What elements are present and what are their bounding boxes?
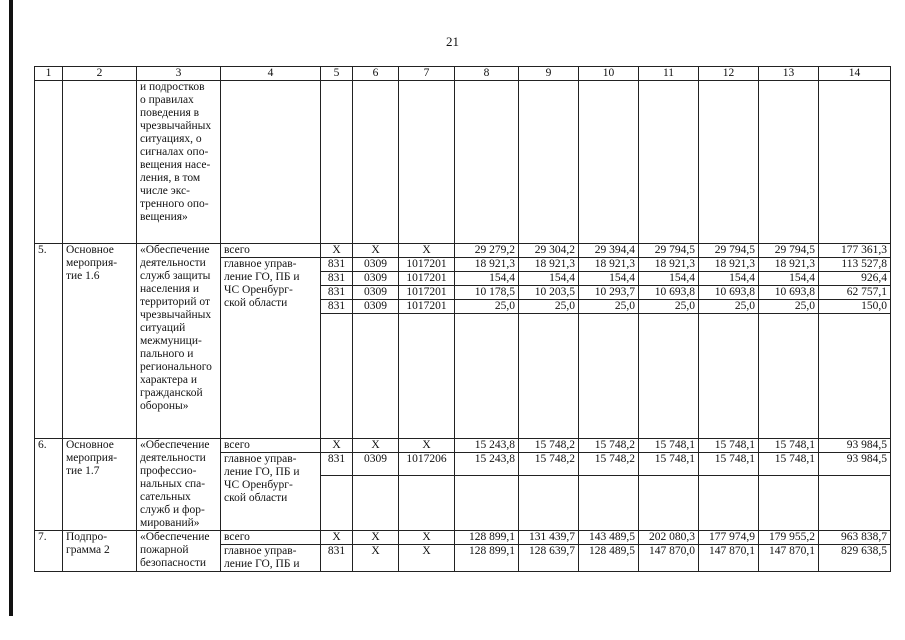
- section-code: X: [353, 531, 399, 545]
- amount-cell: 179 955,2: [759, 531, 819, 545]
- empty-cell: [321, 476, 353, 531]
- empty-cell: [759, 314, 819, 439]
- table-row-continuation: [35, 81, 891, 244]
- amount-cell: 29 794,5: [699, 244, 759, 258]
- amount-cell: 128 489,5: [579, 545, 639, 572]
- amount-cell: 829 638,5: [819, 545, 891, 572]
- column-header: 5: [321, 67, 353, 81]
- executor-organization: главное управ- ление ГО, ПБ и ЧС Оренбург- ской области: [221, 258, 321, 439]
- scan-edge-bar: [9, 0, 13, 616]
- grbs-code: 831: [321, 453, 353, 476]
- column-header: 7: [399, 67, 455, 81]
- grbs-code: 831: [321, 300, 353, 314]
- target-code: 1017201: [399, 286, 455, 300]
- table-row: [35, 531, 891, 545]
- column-header: 13: [759, 67, 819, 81]
- amount-cell: 15 243,8: [455, 439, 519, 453]
- amount-cell: 15 748,1: [759, 453, 819, 476]
- row-number: 5.: [35, 244, 63, 439]
- amount-cell: 29 394,4: [579, 244, 639, 258]
- amount-cell: 18 921,3: [455, 258, 519, 272]
- amount-cell: 15 748,1: [699, 439, 759, 453]
- target-code: X: [399, 439, 455, 453]
- amount-cell: 150,0: [819, 300, 891, 314]
- empty-cell: [699, 314, 759, 439]
- amount-cell: 963 838,7: [819, 531, 891, 545]
- amount-cell: 10 178,5: [455, 286, 519, 300]
- column-header: 4: [221, 67, 321, 81]
- empty-cell: [759, 476, 819, 531]
- amount-cell: 25,0: [455, 300, 519, 314]
- amount-cell: 29 794,5: [759, 244, 819, 258]
- empty-cell: [699, 476, 759, 531]
- budget-table: [34, 66, 891, 572]
- amount-cell: 154,4: [455, 272, 519, 286]
- empty-cell: [353, 476, 399, 531]
- grbs-code: 831: [321, 272, 353, 286]
- amount-cell: 147 870,1: [699, 545, 759, 572]
- amount-cell: 62 757,1: [819, 286, 891, 300]
- empty-cell: [819, 314, 891, 439]
- amount-cell: 18 921,3: [699, 258, 759, 272]
- continued-description: и подростков о правилах поведения в чрезвычайных ситуациях, о сигналах опо- вещения насе- ления, в том числе экс- тренного опо- вещения»: [137, 81, 221, 244]
- column-header: 8: [455, 67, 519, 81]
- amount-cell: 25,0: [699, 300, 759, 314]
- column-header: 1: [35, 67, 63, 81]
- table-row: [35, 244, 891, 258]
- amount-cell: 18 921,3: [639, 258, 699, 272]
- target-code: 1017201: [399, 272, 455, 286]
- amount-cell: 25,0: [519, 300, 579, 314]
- amount-cell: 131 439,7: [519, 531, 579, 545]
- row-number: 7.: [35, 531, 63, 572]
- amount-cell: 10 693,8: [759, 286, 819, 300]
- grbs-code: 831: [321, 286, 353, 300]
- amount-cell: 154,4: [759, 272, 819, 286]
- amount-cell: 15 748,1: [639, 453, 699, 476]
- column-header: 6: [353, 67, 399, 81]
- empty-cell: [639, 314, 699, 439]
- amount-cell: 147 870,0: [639, 545, 699, 572]
- empty-cell: [455, 314, 519, 439]
- amount-cell: 25,0: [579, 300, 639, 314]
- empty-cell: [455, 476, 519, 531]
- executor-organization: главное управ- ление ГО, ПБ и: [221, 545, 321, 572]
- column-header: 11: [639, 67, 699, 81]
- activity-description: «Обеспечение деятельности служб защиты населения и территорий от чрезвычайных ситуаций межмуници- пального и регионального характера и гражданской обороны»: [137, 244, 221, 439]
- amount-cell: 154,4: [699, 272, 759, 286]
- section-code: X: [353, 439, 399, 453]
- target-code: 1017201: [399, 258, 455, 272]
- amount-cell: 18 921,3: [519, 258, 579, 272]
- amount-cell: 177 361,3: [819, 244, 891, 258]
- amount-cell: 15 243,8: [455, 453, 519, 476]
- empty-cell: [399, 476, 455, 531]
- amount-cell: 15 748,2: [579, 439, 639, 453]
- target-code: X: [399, 531, 455, 545]
- empty-cell: [819, 476, 891, 531]
- activity-description: «Обеспечение пожарной безопасности: [137, 531, 221, 572]
- executor-total: всего: [221, 531, 321, 545]
- column-header: 3: [137, 67, 221, 81]
- page-number: 21: [446, 34, 459, 49]
- amount-cell: 10 693,8: [699, 286, 759, 300]
- empty-cell: [639, 476, 699, 531]
- section-code: 0309: [353, 300, 399, 314]
- executor-organization: главное управ- ление ГО, ПБ и ЧС Оренбург- ской области: [221, 453, 321, 531]
- executor-total: всего: [221, 244, 321, 258]
- activity-name: Подпро- грамма 2: [63, 531, 137, 572]
- empty-cell: [353, 314, 399, 439]
- target-code: 1017206: [399, 453, 455, 476]
- amount-cell: 18 921,3: [579, 258, 639, 272]
- amount-cell: 202 080,3: [639, 531, 699, 545]
- executor-total: всего: [221, 439, 321, 453]
- amount-cell: 15 748,2: [579, 453, 639, 476]
- row-number: 6.: [35, 439, 63, 531]
- activity-description: «Обеспечение деятельности профессио- нальных спа- сательных служб и фор- мирований»: [137, 439, 221, 531]
- column-header: 12: [699, 67, 759, 81]
- amount-cell: 147 870,1: [759, 545, 819, 572]
- amount-cell: 25,0: [639, 300, 699, 314]
- amount-cell: 29 304,2: [519, 244, 579, 258]
- target-code: X: [399, 545, 455, 572]
- amount-cell: 143 489,5: [579, 531, 639, 545]
- column-header: 14: [819, 67, 891, 81]
- section-code: 0309: [353, 258, 399, 272]
- amount-cell: 29 794,5: [639, 244, 699, 258]
- amount-cell: 25,0: [759, 300, 819, 314]
- amount-cell: 128 899,1: [455, 531, 519, 545]
- empty-cell: [519, 314, 579, 439]
- amount-cell: 177 974,9: [699, 531, 759, 545]
- empty-cell: [579, 314, 639, 439]
- activity-name: Основное мероприя- тие 1.6: [63, 244, 137, 439]
- target-code: 1017201: [399, 300, 455, 314]
- grbs-code: X: [321, 531, 353, 545]
- column-header: 2: [63, 67, 137, 81]
- amount-cell: 154,4: [579, 272, 639, 286]
- section-code: 0309: [353, 453, 399, 476]
- grbs-code: 831: [321, 545, 353, 572]
- amount-cell: 128 899,1: [455, 545, 519, 572]
- amount-cell: 29 279,2: [455, 244, 519, 258]
- amount-cell: 113 527,8: [819, 258, 891, 272]
- amount-cell: 18 921,3: [759, 258, 819, 272]
- amount-cell: 15 748,2: [519, 453, 579, 476]
- grbs-code: 831: [321, 258, 353, 272]
- activity-name: Основное мероприя- тие 1.7: [63, 439, 137, 531]
- amount-cell: 154,4: [639, 272, 699, 286]
- amount-cell: 10 693,8: [639, 286, 699, 300]
- column-header: 9: [519, 67, 579, 81]
- empty-cell: [579, 476, 639, 531]
- section-code: X: [353, 545, 399, 572]
- amount-cell: 10 203,5: [519, 286, 579, 300]
- amount-cell: 15 748,1: [639, 439, 699, 453]
- amount-cell: 15 748,2: [519, 439, 579, 453]
- section-code: X: [353, 244, 399, 258]
- table-row: [35, 439, 891, 453]
- column-header: 10: [579, 67, 639, 81]
- empty-cell: [399, 314, 455, 439]
- empty-cell: [519, 476, 579, 531]
- amount-cell: 15 748,1: [699, 453, 759, 476]
- empty-cell: [321, 314, 353, 439]
- amount-cell: 128 639,7: [519, 545, 579, 572]
- column-number-header-row: [35, 67, 891, 81]
- amount-cell: 10 293,7: [579, 286, 639, 300]
- amount-cell: 93 984,5: [819, 453, 891, 476]
- section-code: 0309: [353, 286, 399, 300]
- target-code: X: [399, 244, 455, 258]
- amount-cell: 93 984,5: [819, 439, 891, 453]
- grbs-code: X: [321, 244, 353, 258]
- amount-cell: 15 748,1: [759, 439, 819, 453]
- grbs-code: X: [321, 439, 353, 453]
- amount-cell: 926,4: [819, 272, 891, 286]
- amount-cell: 154,4: [519, 272, 579, 286]
- section-code: 0309: [353, 272, 399, 286]
